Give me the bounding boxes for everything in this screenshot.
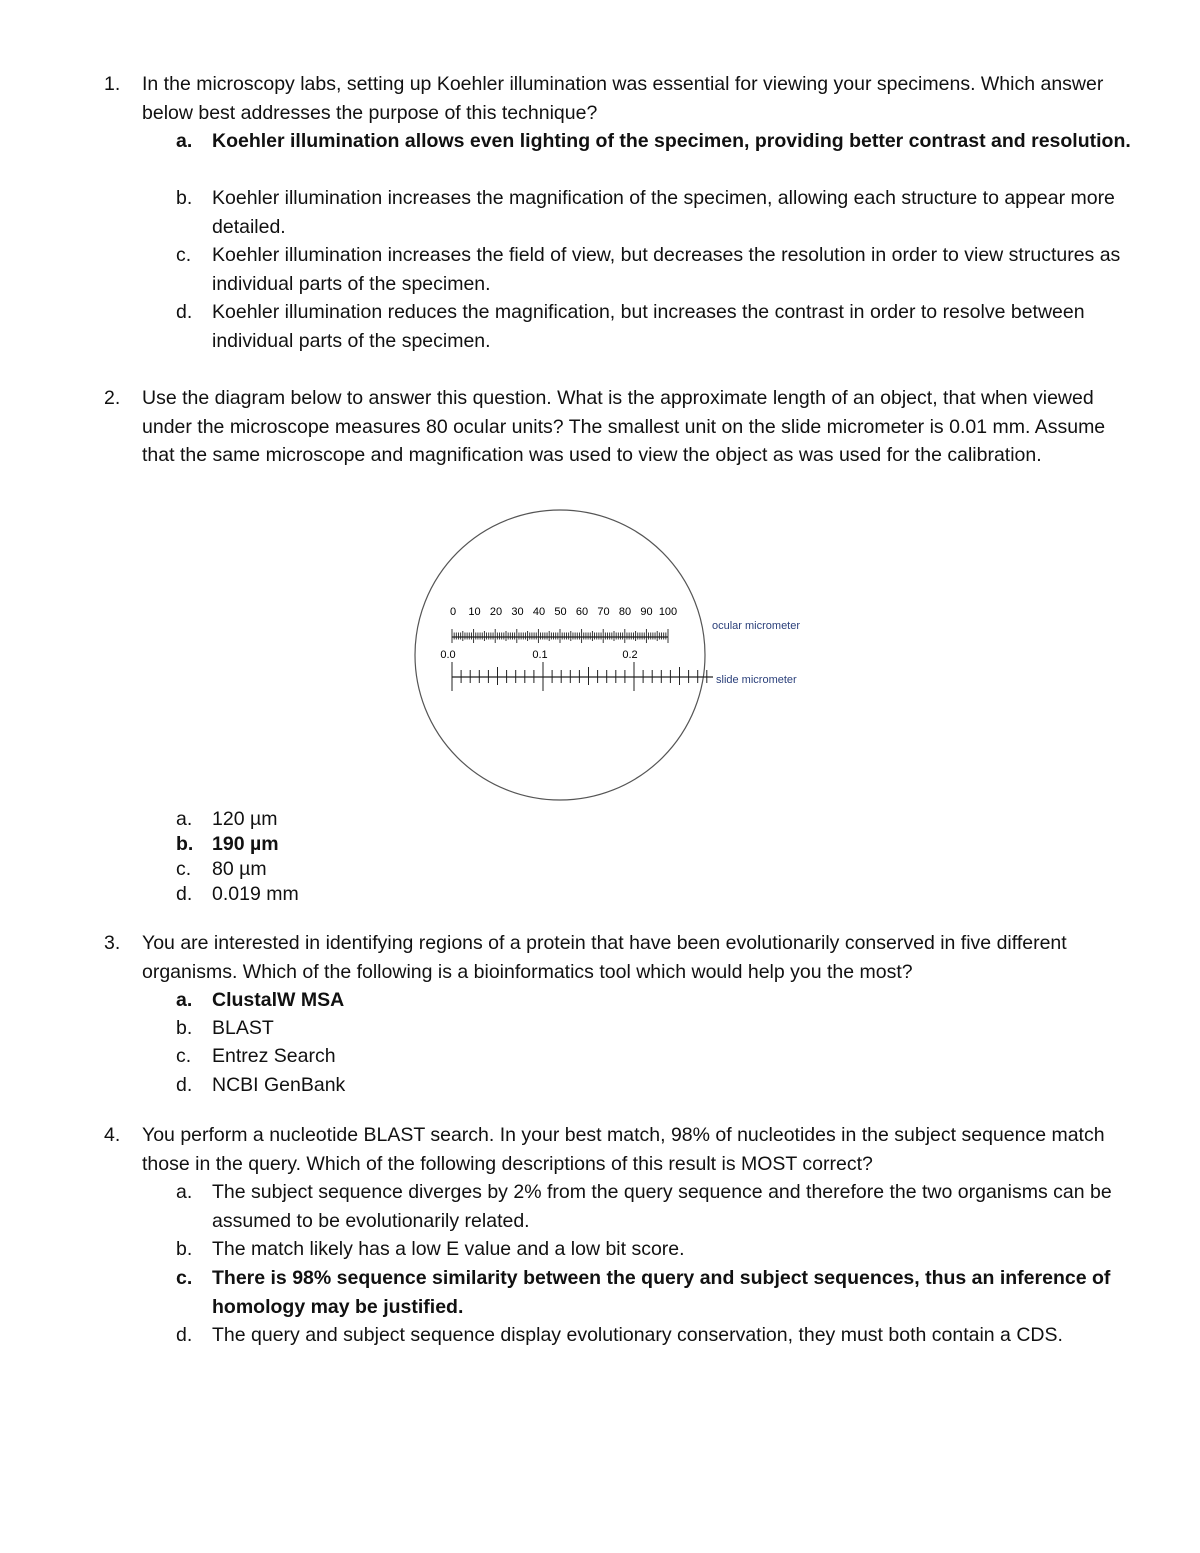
question-number: 1. [104,73,121,95]
option-letter: a. [176,1181,193,1203]
option-letter: c. [176,858,192,880]
ocular-micrometer-label: ocular micrometer [712,620,801,632]
slide-tick-label: 0.1 [532,649,548,661]
ocular-tick-label: 100 [658,606,678,618]
ocular-tick-label: 40 [532,606,546,618]
option-text: Entrez Search [212,1045,336,1067]
option-text: Koehler illumination increases the magnification of the specimen, allowing each structure to appear more detailed. [212,187,1115,238]
option-letter: d. [176,301,193,323]
option-text: The query and subject sequence display evolutionary conservation, they must both contain a CDS. [212,1324,1063,1346]
question-number: 2. [104,387,121,409]
option-letter: c. [176,1045,192,1067]
question-number: 3. [104,932,121,954]
option-letter: b. [176,833,194,855]
ocular-tick-label: 60 [575,606,589,618]
option-text: 190 µm [212,833,279,855]
ocular-tick-labels [450,606,677,618]
ocular-tick-label: 80 [618,606,632,618]
slide-tick-label: 0.2 [622,649,638,661]
option-letter: a. [176,130,193,152]
option-text: The match likely has a low E value and a low bit score. [212,1238,685,1260]
option-text: ClustalW MSA [212,989,345,1011]
option-letter: b. [176,1238,193,1260]
slide-tick-label: 0.0 [440,649,456,661]
option-letter: d. [176,1074,193,1096]
ocular-tick-label: 0 [449,606,457,618]
ocular-micrometer-scale [452,629,668,643]
option-letter: a. [176,989,193,1011]
option-text: 80 µm [212,858,267,880]
question-text: You are interested in identifying regions of a protein that have been evolutionarily conserved in five different organisms. Which of the following is a bioinformatics tool which would help you the most? [142,932,1067,983]
field-of-view-circle [415,510,705,800]
question-text: In the microscopy labs, setting up Koehler illumination was essential for viewing your specimens. Which answer below best addresses the purpose of this technique? [142,73,1104,124]
option-text: There is 98% sequence similarity between the query and subject sequences, thus an inference of homology may be justified. [212,1267,1111,1318]
ocular-tick-label: 30 [511,606,524,618]
option-letter: b. [176,187,193,209]
option-letter: b. [176,1017,193,1039]
option-letter: a. [176,808,193,830]
option-letter: c. [176,244,192,266]
ocular-tick-label: 20 [489,606,503,618]
ocular-tick-label: 50 [554,606,567,618]
ocular-tick-label: 70 [597,606,610,618]
question-number: 4. [104,1124,121,1146]
option-text: Koehler illumination allows even lighting of the specimen, providing better contrast and resolution. [212,130,1131,152]
ocular-tick-label: 10 [468,606,481,618]
option-text: 0.019 mm [212,883,299,905]
slide-micrometer-scale [452,662,713,691]
option-letter: d. [176,1324,193,1346]
option-text: NCBI GenBank [212,1074,346,1096]
option-text: BLAST [212,1017,274,1039]
question-text: Use the diagram below to answer this question. What is the approximate length of an object, that when viewed under the microscope measures 80 ocular units? The smallest unit on the slide micrometer is 0.01 mm. Assume that the same microscope and magnification was used to view the object as was used for the calibration. [142,387,1106,467]
option-text: Koehler illumination increases the field of view, but decreases the resolution in order to view structures as individual parts of the specimen. [212,244,1121,295]
slide-micrometer-label: slide micrometer [716,674,797,686]
question-text: You perform a nucleotide BLAST search. In your best match, 98% of nucleotides in the subject sequence match those in the query. Which of the following descriptions of this result is MOST correct? [142,1124,1105,1175]
option-text: 120 µm [212,808,278,830]
option-text: Koehler illumination reduces the magnification, but increases the contrast in order to resolve between individual parts of the specimen. [212,301,1085,352]
option-text: The subject sequence diverges by 2% from the query sequence and therefore the two organisms can be assumed to be evolutionarily related. [212,1181,1112,1232]
option-letter: c. [176,1267,193,1289]
option-letter: d. [176,883,193,905]
micrometer-diagram [410,505,810,805]
ocular-tick-label: 90 [640,606,653,618]
